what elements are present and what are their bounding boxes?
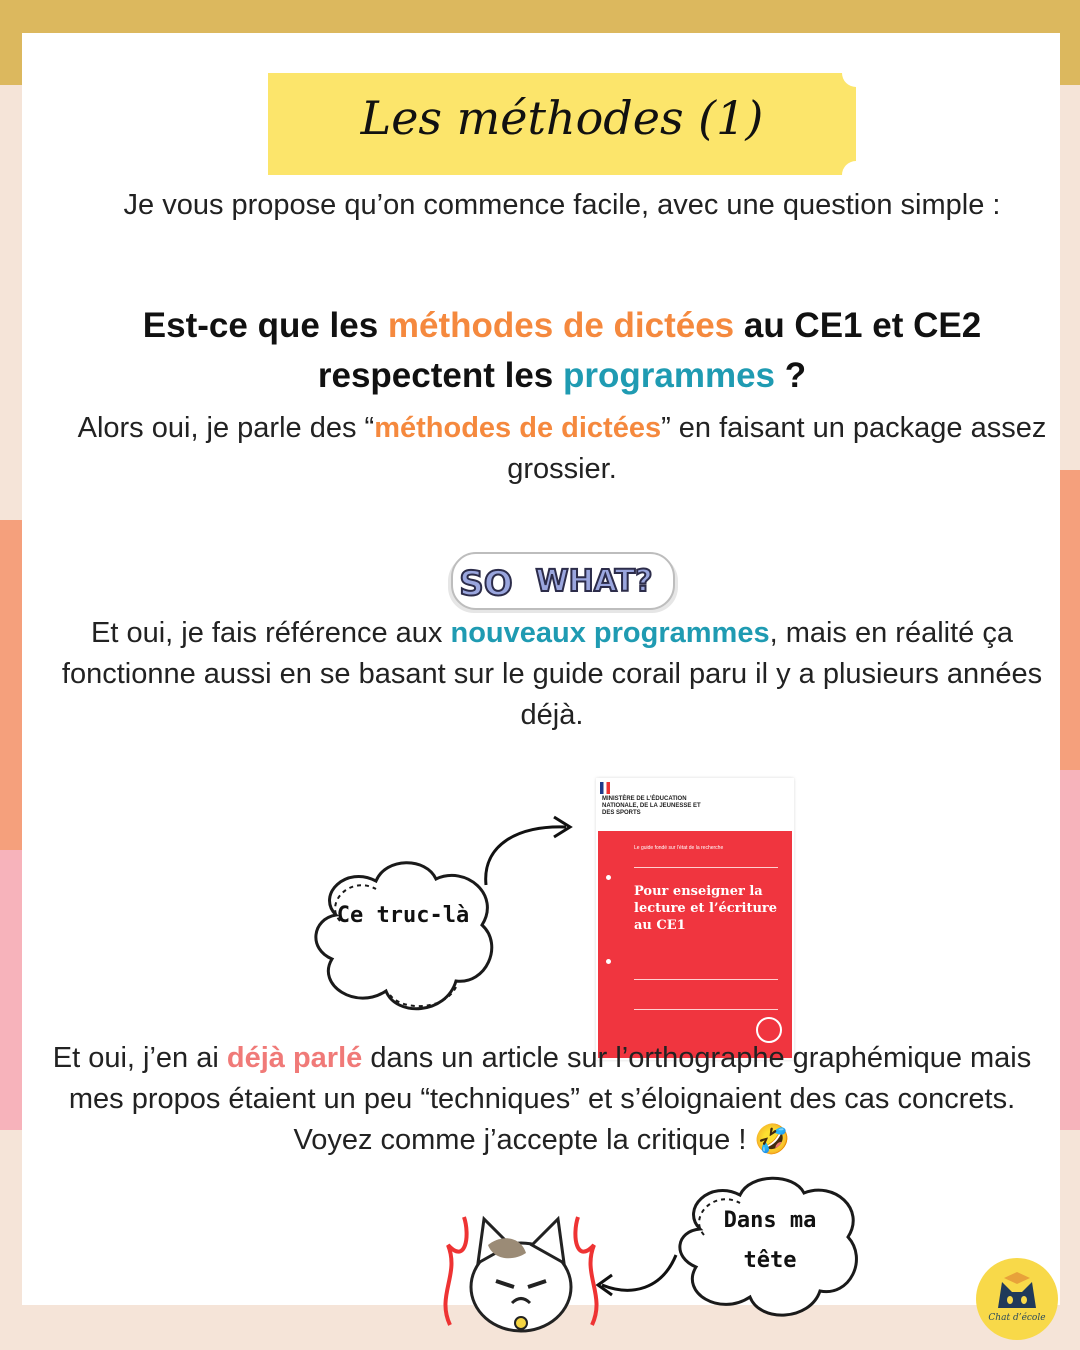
paragraph-text: dans un article sur l’orthographe graphémique mais mes propos étaient un peu “techniques” et s’éloignaient des cas concrets. Voyez comme j’accepte la critique ! 🤣 <box>68 1042 1032 1156</box>
content-card <box>22 33 1060 1305</box>
bubble-2-line: tête <box>743 1248 797 1273</box>
sticker-word-so: SO <box>459 564 513 604</box>
question-text: au CE1 et CE2 respectent les <box>317 306 982 395</box>
paragraph-highlight: nouveaux programmes <box>450 617 770 649</box>
main-question <box>62 301 1062 401</box>
title-banner <box>268 73 856 175</box>
paragraph-3 <box>42 1038 1042 1161</box>
paragraph-text: Alors oui, je parle des “ <box>77 412 375 444</box>
banner-notch <box>254 59 282 87</box>
banner-notch <box>842 59 870 87</box>
paragraph-text: , mais en réalité ça fonctionne aussi en se basant sur le guide corail paru il y a plusieurs années déjà. <box>61 617 1043 731</box>
page-title: Les méthodes (1) <box>360 91 764 145</box>
question-text: Est-ce que les <box>142 306 388 345</box>
question-text: ? <box>775 356 807 395</box>
divider <box>634 979 778 980</box>
paragraph-highlight: déjà parlé <box>226 1042 363 1074</box>
chat-decole-logo <box>976 1258 1058 1340</box>
cat-graduation-icon <box>992 1268 1042 1314</box>
paragraph-text: Et oui, j’en ai <box>52 1042 227 1074</box>
hole-icon <box>606 875 611 880</box>
so-what-sticker <box>446 549 682 617</box>
divider <box>634 867 778 868</box>
book-title: Pour enseigner la lecture et l’écriture au CE1 <box>634 884 778 933</box>
book-red-panel <box>598 831 792 1058</box>
question-highlight-methods: méthodes de dictées <box>387 306 735 345</box>
paragraph-1 <box>72 408 1052 490</box>
bubble-1-text: Ce truc-là <box>336 903 470 928</box>
intro-text: Je vous propose qu’on commence facile, avec une question simple : <box>123 189 1001 221</box>
thought-bubble-1 <box>306 855 506 1025</box>
question-highlight-programmes: programmes <box>562 356 776 395</box>
angry-cat-illustration <box>430 1205 612 1339</box>
hole-icon <box>606 959 611 964</box>
divider <box>634 1009 778 1010</box>
paragraph-text: Et oui, je fais référence aux <box>91 617 451 649</box>
logo-text: Chat d’école <box>988 1313 1046 1323</box>
paragraph-text: ” en faisant un package assez grossier. <box>507 412 1047 485</box>
book-cover-image <box>596 778 794 1060</box>
bubble-2-line: Dans ma <box>723 1208 817 1233</box>
book-subtitle: Le guide fondé sur l’état de la recherche <box>634 845 724 851</box>
book-ministry: MINISTÈRE DE L’ÉDUCATION NATIONALE, DE LA JEUNESSE ET DES SPORTS <box>602 796 701 816</box>
flag-icon <box>600 782 610 794</box>
bubble-2-text <box>702 1201 838 1281</box>
sticker-word-what: WHAT? <box>535 564 653 599</box>
paragraph-2 <box>52 613 1052 736</box>
paragraph-highlight: méthodes de dictées <box>374 412 662 444</box>
